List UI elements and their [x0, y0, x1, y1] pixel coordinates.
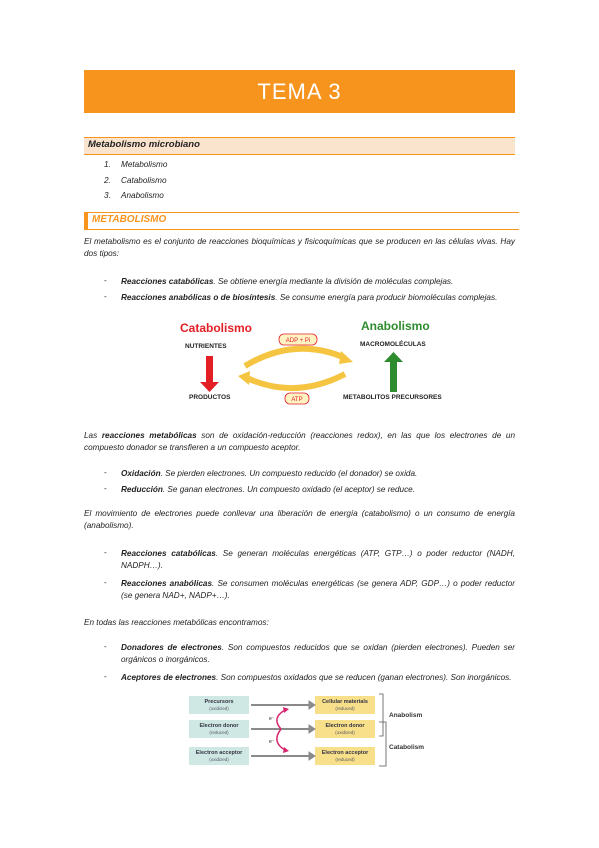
list-item: Catabolismo [121, 176, 167, 185]
macromoleculas-label: MACROMOLÉCULAS [360, 341, 426, 348]
list-number: 2. [104, 176, 111, 185]
electron-label: e⁻ [269, 739, 275, 745]
anabolism-label: Anabolism [389, 712, 423, 719]
type-term: Reacciones anabólicas o de biosíntesis [121, 293, 276, 302]
redox-item-text: . Se pierden electrones. Un compuesto reducido (el donador) se oxida. [160, 469, 418, 478]
svg-text:Electron acceptor: Electron acceptor [195, 750, 243, 756]
green-up-arrow-icon [384, 352, 403, 392]
energy-item-text: . Se generan moléculas energéticas (ATP, GTP…) o poder reductor (NADH, NADPH…). [121, 549, 515, 570]
catabolismo-label: Catabolismo [180, 321, 253, 335]
catabolism-label: Catabolism [389, 744, 425, 751]
atp-label: ATP [291, 397, 303, 403]
type-item [121, 292, 515, 304]
svg-text:Cellular materials: Cellular materials [322, 699, 368, 705]
list-number: 1. [104, 160, 111, 169]
brackets [379, 694, 386, 766]
svg-text:(oxidized): (oxidized) [209, 706, 229, 711]
section-heading-text: METABOLISMO [92, 214, 167, 225]
flow-arrows-icon [251, 701, 315, 760]
redox-term: reacciones metabólicas [101, 431, 197, 440]
energy-item [121, 548, 515, 572]
bullet-dash: - [104, 292, 107, 301]
energy-item [121, 578, 515, 602]
movement-paragraph: El movimiento de electrones puede conllevar una liberación de energía (catabolismo) o un consumo de energía (anabolismo). [84, 509, 515, 530]
redox-item [121, 468, 515, 480]
page-title: TEMA 3 [257, 79, 342, 104]
redox-pre: Las [84, 431, 102, 440]
type-item [121, 276, 515, 288]
bullet-dash: - [104, 642, 107, 651]
box-electron-acceptor-reduced [315, 747, 375, 765]
bullet-dash: - [104, 578, 107, 587]
type-text: . Se obtiene energía mediante la división de moléculas complejas. [213, 277, 454, 286]
participant-text: . Son compuestos reducidos que se oxidan (pierden electrones). Pueden ser orgánicos o inorgánicos. [121, 643, 515, 664]
list-number: 3. [104, 191, 111, 200]
redox-item-text: . Se ganan electrones. Un compuesto oxidado (el aceptor) se reduce. [162, 485, 416, 494]
list-item: Metabolismo [121, 160, 168, 169]
metabolitos-label: METABOLITOS PRECURSORES [343, 394, 442, 401]
type-term: Reacciones catabólicas [121, 277, 214, 286]
participant-term: Donadores de electrones [121, 643, 222, 652]
redox-paragraph [84, 430, 515, 454]
svg-text:(reduced): (reduced) [335, 706, 355, 711]
cycle-arrows-icon [238, 349, 353, 388]
energy-item-text: . Se consumen moléculas energéticas (se genera ADP, GDP…) o poder reductor (se genera NAD+, NADP+…). [121, 579, 516, 600]
section-heading-metabolismo [84, 212, 519, 230]
svg-text:(oxidized): (oxidized) [335, 730, 355, 735]
intro-paragraph: El metabolismo es el conjunto de reacciones bioquímicas y fisicoquímicas que se producen en las células vivas. Hay dos tipos: [84, 237, 515, 258]
electron-label: e⁻ [269, 716, 275, 722]
nutrientes-label: NUTRIENTES [185, 343, 227, 350]
all-reactions-paragraph: En todas las reacciones metabólicas encontramos: [84, 618, 269, 627]
redox-post: son de oxidación-reducción (reacciones redox), en las que los electrones de un compuesto donador se transfieren a un compuesto aceptor. [84, 431, 516, 452]
bullet-dash: - [104, 468, 107, 477]
box-electron-acceptor-oxidized [189, 747, 249, 765]
bullet-dash: - [104, 548, 107, 557]
box-electron-donor-oxidized [315, 720, 375, 738]
svg-text:Electron acceptor: Electron acceptor [321, 750, 369, 756]
svg-text:Electron donor: Electron donor [325, 723, 365, 729]
type-text: . Se consume energía para producir biomoléculas complejas. [275, 293, 498, 302]
box-cellular-materials [315, 696, 375, 714]
list-item: Anabolismo [121, 191, 164, 200]
bullet-dash: - [104, 276, 107, 285]
section-heading-metabolismo-microbiano [84, 137, 515, 155]
energy-item-term: Reacciones catabólicas [121, 549, 216, 558]
section-heading-text: Metabolismo microbiano [88, 139, 200, 150]
participant-text: . Son compuestos oxidados que se reducen (ganan electrones). Son inorgánicos. [216, 673, 512, 682]
participant-term: Aceptores de electrones [121, 673, 217, 682]
redox-item-term: Oxidación [121, 469, 161, 478]
svg-text:(reduced): (reduced) [335, 757, 355, 762]
title-banner [84, 70, 515, 113]
bullet-dash: - [104, 484, 107, 493]
redox-item-term: Reducción [121, 485, 163, 494]
redox-item [121, 484, 515, 496]
anabolismo-label: Anabolismo [361, 319, 430, 333]
adp-label: ADP + Pi [285, 338, 311, 344]
electron-flow-figure [185, 692, 445, 772]
svg-text:(oxidized): (oxidized) [209, 757, 229, 762]
energy-item-term: Reacciones anabólicas [121, 579, 213, 588]
red-down-arrow-icon [200, 356, 219, 392]
metabolism-cycle-figure [175, 318, 455, 410]
productos-label: PRODUCTOS [189, 394, 231, 401]
box-electron-donor-reduced [189, 720, 249, 738]
bullet-dash: - [104, 672, 107, 681]
participant-item [121, 642, 515, 666]
participant-item [121, 672, 515, 684]
svg-text:Precursors: Precursors [204, 699, 234, 705]
svg-text:Electron donor: Electron donor [199, 723, 239, 729]
svg-text:(reduced): (reduced) [209, 730, 229, 735]
box-precursors [189, 696, 249, 714]
